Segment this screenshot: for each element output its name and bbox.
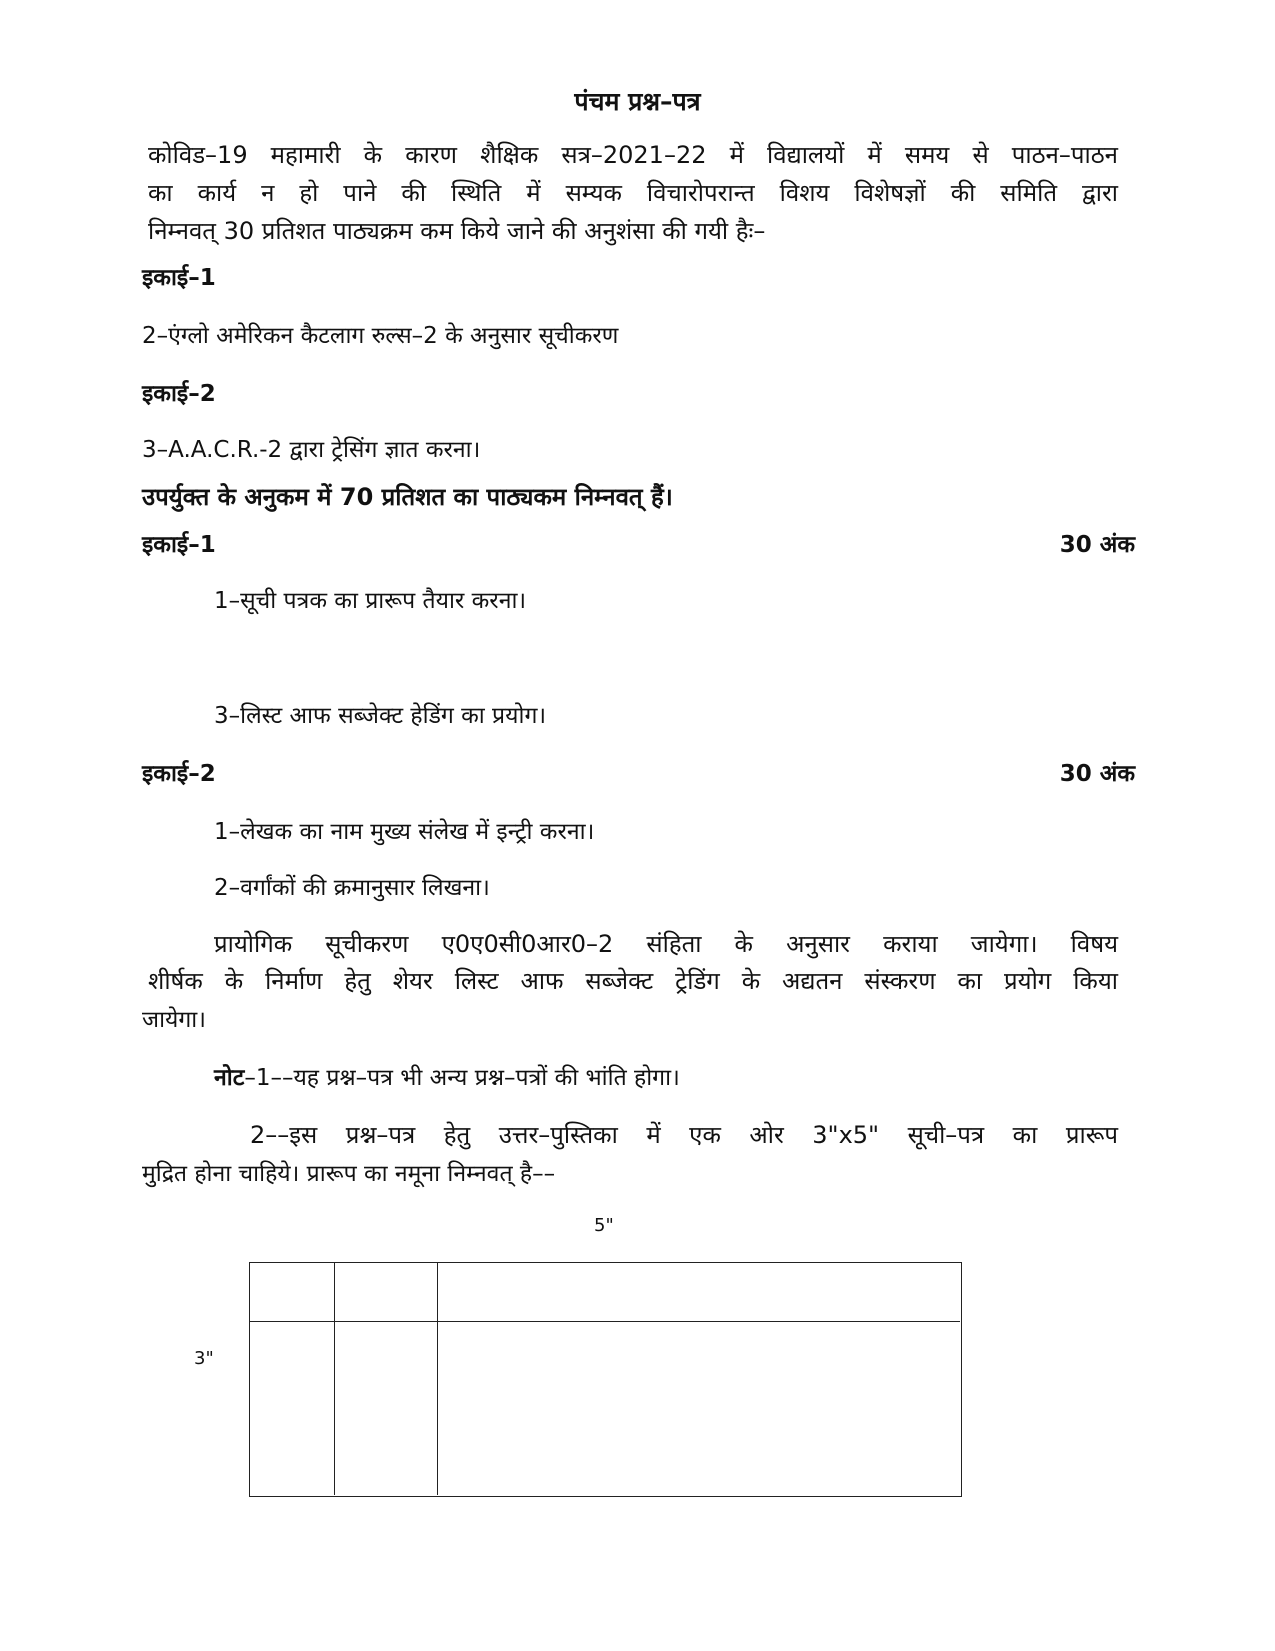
card-column-divider-2 bbox=[437, 1263, 438, 1495]
removed-unit1-item: 2–एंग्लो अमेरिकन कैटलाग रुल्स–2 के अनुसार सूचीकरण bbox=[142, 323, 619, 349]
unit1-item-1: 1–सूची पत्रक का प्रारूप तैयार करना। bbox=[214, 588, 527, 614]
card-column-divider-1 bbox=[334, 1263, 335, 1495]
removed-unit1-heading: इकाई–1 bbox=[142, 265, 216, 291]
practical-line-1: प्रायोगिक सूचीकरण ए0ए0सी0आर0–2 संहिता के अनुसार कराया जायेगा। विषय bbox=[214, 930, 1118, 958]
practical-line-2: शीर्षक के निर्माण हेतु शेयर लिस्ट आफ सब्जेक्ट ट्रेडिंग के अद्यतन संस्करण का प्रयोग किया bbox=[148, 967, 1118, 995]
note-2-line-2: मुद्रित होना चाहिये। प्रारूप का नमूना निम्नवत् है–– bbox=[142, 1161, 556, 1187]
catalog-card-diagram bbox=[249, 1262, 962, 1497]
intro-line-3: निम्नवत् 30 प्रतिशत पाठ्यक्रम कम किये जाने की अनुशंसा की गयी हैः– bbox=[148, 217, 766, 245]
practical-line-3: जायेगा। bbox=[142, 1007, 206, 1033]
note-label: नोट bbox=[214, 1065, 245, 1091]
unit1-heading: इकाई–1 bbox=[142, 532, 216, 558]
unit1-item-3: 3–लिस्ट आफ सब्जेक्ट हेडिंग का प्रयोग। bbox=[214, 703, 547, 729]
note-2-line-1: 2––इस प्रश्न–पत्र हेतु उत्तर–पुस्तिका में एक ओर 3"x5" सूची–पत्र का प्रारूप bbox=[250, 1121, 1118, 1149]
note-1 bbox=[214, 1060, 680, 1092]
intro-line-2: का कार्य न हो पाने की स्थिति में सम्यक विचारोपरान्त विशय विशेषज्ञों की समिति द्वारा bbox=[148, 179, 1118, 207]
unit2-item-1: 1–लेखक का नाम मुख्य संलेख में इन्ट्री करना। bbox=[214, 819, 595, 845]
card-width-label: 5" bbox=[594, 1215, 614, 1236]
unit2-heading: इकाई–2 bbox=[142, 761, 216, 787]
note-1-text: –1––यह प्रश्न–पत्र भी अन्य प्रश्न–पत्रों की भांति होगा। bbox=[244, 1065, 680, 1091]
page-title: पंचम प्रश्न–पत्र bbox=[574, 87, 701, 116]
unit1-marks: 30 अंक bbox=[1059, 532, 1135, 558]
card-height-label: 3" bbox=[194, 1348, 214, 1369]
removed-unit2-heading: इकाई–2 bbox=[142, 381, 216, 407]
unit2-marks: 30 अंक bbox=[1059, 761, 1135, 787]
removed-unit2-item: 3–A.A.C.R.-2 द्वारा ट्रेसिंग ज्ञात करना। bbox=[142, 437, 481, 463]
unit2-item-2: 2–वर्गांकों की क्रमानुसार लिखना। bbox=[214, 875, 490, 901]
retained-heading: उपर्युक्त के अनुकम में 70 प्रतिशत का पाठ्यकम निम्नवत् हैं। bbox=[142, 483, 673, 511]
card-row-divider bbox=[250, 1321, 960, 1322]
intro-line-1: कोविड–19 महामारी के कारण शैक्षिक सत्र–2021–22 में विद्यालयों में समय से पाठन–पाठन bbox=[148, 141, 1118, 169]
